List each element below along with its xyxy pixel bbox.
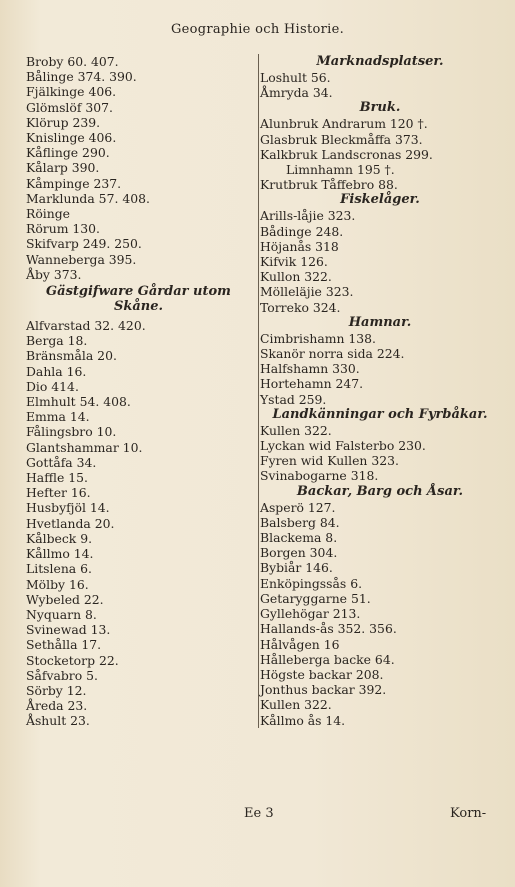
land-list: [260, 423, 500, 484]
section-heading-markets: Marknadsplatser.: [316, 54, 444, 69]
index-entry: Åby 373.: [26, 266, 82, 282]
index-entry: Fålingsbro 10.: [26, 424, 117, 440]
index-entry: Röinge: [26, 206, 70, 222]
index-entry: Skanör norra sida 224.: [260, 346, 405, 362]
index-entry: Höjanås 318: [260, 238, 339, 254]
index-entry: Alfvarstad 32. 420.: [26, 318, 146, 334]
hamnar-list: [260, 331, 500, 407]
index-entry: Kullon 322.: [260, 269, 332, 285]
index-entry: Kåmpinge 237.: [26, 175, 122, 191]
index-entry: Dahla 16.: [26, 363, 87, 379]
index-entry: Rörum 130.: [26, 221, 100, 237]
index-entry: Kåflinge 290.: [26, 145, 110, 161]
section-heading-land: Landkänningar och Fyrbåkar.: [272, 406, 488, 422]
parish-list: [26, 54, 251, 282]
index-entry: Högste backar 208.: [260, 666, 384, 682]
index-entry: Hvetlanda 20.: [26, 515, 115, 531]
section-heading-hamnar: Hamnar.: [348, 314, 412, 330]
index-entry: Kullen 322.: [260, 697, 332, 713]
section-heading-backar: Backar, Barg och Åsar.: [296, 483, 464, 499]
index-entry: Glantshammar 10.: [26, 439, 143, 455]
index-entry: Litslena 6.: [26, 561, 92, 577]
index-entry: Getaryggarne 51.: [260, 590, 371, 606]
index-entry: Mölleläjie 323.: [260, 284, 354, 300]
index-entry: Åshult 23.: [26, 713, 90, 729]
index-entry: Svinabogarne 318.: [260, 468, 379, 484]
index-entry: Svinewad 13.: [26, 622, 111, 638]
index-entry: Krutbruk Tåffebro 88.: [260, 177, 398, 193]
fisk-list: [260, 208, 500, 314]
signature-mark: Ee 3: [244, 806, 274, 821]
markets-list: [260, 70, 500, 100]
index-entry: Berga 18.: [26, 333, 88, 349]
index-entry: Jonthus backar 392.: [260, 682, 387, 698]
section-heading-fisk: Fiskelåger.: [340, 192, 420, 208]
backar-list: [260, 500, 500, 728]
left-column: [26, 54, 251, 729]
right-column: [258, 54, 500, 728]
section-heading-gastgifware: Gästgifware Gårdar utom Skåne.: [46, 284, 231, 315]
index-entry: Klörup 239.: [26, 114, 101, 130]
index-entry: Åmryda 34.: [260, 85, 333, 101]
index-entry: Borgen 304.: [260, 545, 338, 561]
index-entry: Kifvik 126.: [260, 254, 328, 270]
index-entry: Broby 60. 407.: [26, 54, 119, 69]
index-entry: Kållmo ås 14.: [260, 712, 346, 728]
index-entry: Bybiår 146.: [260, 560, 333, 576]
index-entry: Alunbruk Andrarum 120 †.: [260, 116, 428, 132]
catchword: Korn-: [450, 806, 487, 821]
index-entry: Asperö 127.: [260, 499, 336, 515]
index-entry: Såfvabro 5.: [26, 667, 98, 683]
index-entry: Hallands-ås 352. 356.: [260, 621, 397, 637]
index-entry: Wanneberga 395.: [26, 251, 137, 267]
index-entry: Fyren wid Kullen 323.: [260, 453, 399, 469]
index-entry: Hålvågen 16: [260, 636, 340, 652]
index-entry: Blackema 8.: [260, 530, 338, 546]
index-entry: Dio 414.: [26, 378, 79, 394]
index-entry: Cimbrishamn 138.: [260, 330, 376, 346]
index-entry: Bådinge 248.: [260, 223, 344, 239]
inn-list: [26, 318, 251, 728]
index-entry: Nyquarn 8.: [26, 606, 97, 622]
index-entry: Kalkbruk Landscronas 299.: [260, 146, 433, 162]
running-header: Geographie och Historie.: [170, 22, 345, 37]
index-entry: Skifvarp 249. 250.: [26, 236, 142, 252]
index-entry: Hortehamn 247.: [260, 376, 364, 392]
index-entry: Torreko 324.: [260, 299, 341, 315]
index-entry: Lyckan wid Falsterbo 230.: [260, 438, 426, 454]
index-entry: Glömslöf 307.: [26, 99, 113, 115]
index-entry: Husbyfjöl 14.: [26, 500, 110, 516]
index-entry: Ystad 259.: [260, 391, 327, 407]
index-entry: Balsberg 84.: [260, 514, 340, 530]
index-entry: Haffle 15.: [26, 470, 88, 486]
index-entry: Mölby 16.: [26, 576, 89, 592]
index-entry: Kålbeck 9.: [26, 530, 93, 546]
index-entry: Enköpingssås 6.: [260, 575, 363, 591]
index-entry: Bålinge 374. 390.: [26, 69, 137, 85]
index-entry: Knislinge 406.: [26, 130, 117, 146]
index-entry: Kålarp 390.: [26, 160, 100, 176]
index-entry: Kållmo 14.: [26, 546, 94, 562]
index-entry: Glasbruk Bleckmåffa 373.: [260, 131, 423, 147]
index-entry: Hålleberga backe 64.: [260, 651, 395, 667]
index-entry: Gottåfa 34.: [26, 454, 97, 470]
index-entry: Åreda 23.: [26, 698, 88, 714]
index-entry: Sethålla 17.: [26, 637, 102, 653]
index-entry: Arills-låjie 323.: [260, 208, 356, 224]
index-entry: Elmhult 54. 408.: [26, 394, 131, 410]
index-entry: Stocketorp 22.: [26, 652, 119, 668]
bruk-list: [260, 116, 500, 192]
section-heading-bruk: Bruk.: [359, 100, 401, 116]
index-entry: Gyllehögar 213.: [260, 606, 361, 622]
index-entry: Fjälkinge 406.: [26, 84, 117, 100]
index-entry: Wybeled 22.: [26, 591, 104, 607]
index-entry: Sörby 12.: [26, 682, 87, 698]
index-entry: Loshult 56.: [260, 70, 331, 85]
index-entry: Marklunda 57. 408.: [26, 190, 150, 206]
index-entry: Hefter 16.: [26, 485, 91, 501]
index-entry: Halfshamn 330.: [260, 361, 360, 377]
index-entry: Bränsmåla 20.: [26, 348, 117, 364]
index-entry: Limnhamn 195 †.: [286, 162, 395, 178]
index-entry: Kullen 322.: [260, 422, 332, 438]
index-entry: Emma 14.: [26, 409, 90, 425]
